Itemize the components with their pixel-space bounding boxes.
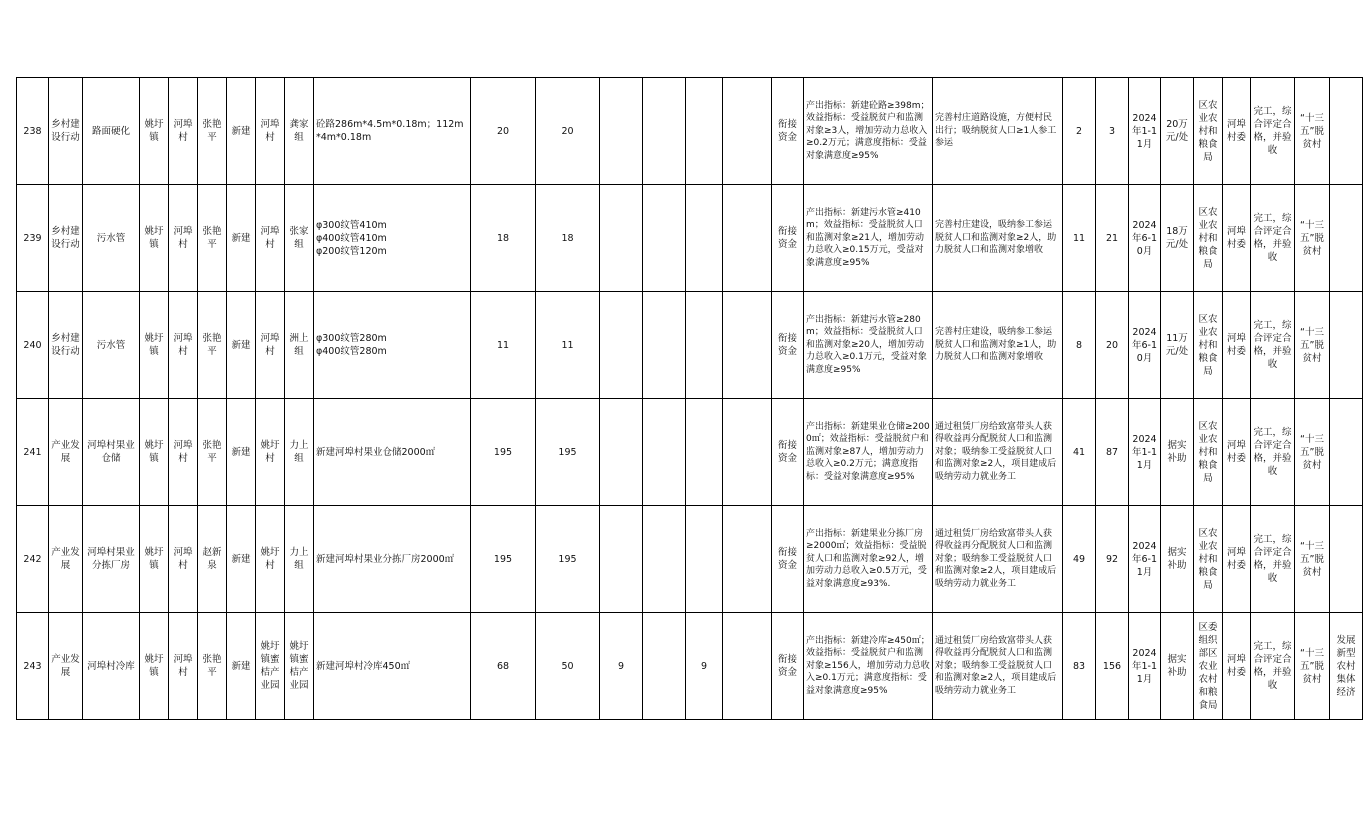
- beneficiary-people-cell: 156: [1096, 613, 1129, 720]
- village-type-cell: “十三五”脱贫村: [1295, 399, 1330, 506]
- category-cell: 乡村建设行动: [49, 185, 83, 292]
- fund-column-4-cell: [686, 506, 723, 613]
- remarks-cell: [1330, 78, 1363, 185]
- construction-content-cell: 砼路286m*4.5m*0.18m；112m*4m*0.18m: [314, 78, 471, 185]
- implementing-unit-cell: 河埠村委: [1223, 399, 1251, 506]
- fund-column-4-cell: [686, 78, 723, 185]
- fund-source-cell: 衔接资金: [772, 506, 804, 613]
- acceptance-standard-cell: 完工，综合评定合格，并验收: [1251, 399, 1295, 506]
- location-group-cell: 张家组: [285, 185, 314, 292]
- performance-indicators-cell: 产出指标：新建砼路≥398m；效益指标：受益脱贫户和监测对象≥3人，增加劳动力总收入≥0.2万元；满意度指标：受益对象满意度≥95%: [804, 78, 933, 185]
- responsible-person-cell: 张艳平: [198, 613, 227, 720]
- row-number-cell: 243: [17, 613, 49, 720]
- beneficiary-households-cell: 41: [1063, 399, 1096, 506]
- acceptance-standard-cell: 完工，综合评定合格，并验收: [1251, 185, 1295, 292]
- project-name-cell: 污水管: [83, 185, 140, 292]
- supervising-department-cell: 区农业农村和粮食局: [1194, 292, 1223, 399]
- benefit-mechanism-cell: 通过租赁厂房给致富带头人获得收益再分配脱贫人口和监测对象；吸纳参工受益脱贫人口和监测对象≥2人，项目建成后吸纳劳动力就业务工: [933, 506, 1063, 613]
- fund-column-5-cell: [723, 78, 772, 185]
- village-cell: 河埠村: [169, 506, 198, 613]
- remarks-cell: [1330, 292, 1363, 399]
- location-village-cell: 河埠村: [256, 78, 285, 185]
- category-cell: 产业发展: [49, 613, 83, 720]
- table-row: [17, 292, 1363, 399]
- village-type-cell: “十三五”脱贫村: [1295, 185, 1330, 292]
- project-table: [16, 77, 1363, 720]
- beneficiary-people-cell: 21: [1096, 185, 1129, 292]
- fund-column-5-cell: [723, 399, 772, 506]
- fund-column-1-cell: 11: [536, 292, 600, 399]
- total-investment-cell: 18: [471, 185, 536, 292]
- responsible-person-cell: 赵新泉: [198, 506, 227, 613]
- fund-column-3-cell: [643, 506, 686, 613]
- implementing-unit-cell: 河埠村委: [1223, 613, 1251, 720]
- fund-column-5-cell: [723, 185, 772, 292]
- town-cell: 姚圩镇: [140, 506, 169, 613]
- implementation-period-cell: 2024年1-11月: [1129, 613, 1161, 720]
- location-village-cell: 姚圩村: [256, 506, 285, 613]
- fund-column-5-cell: [723, 613, 772, 720]
- implementation-period-cell: 2024年6-11月: [1129, 506, 1161, 613]
- town-cell: 姚圩镇: [140, 613, 169, 720]
- location-village-cell: 姚圩村: [256, 399, 285, 506]
- construction-content-cell: 新建河埠村果业仓储2000㎡: [314, 399, 471, 506]
- implementation-period-cell: 2024年1-11月: [1129, 78, 1161, 185]
- supervising-department-cell: 区农业农村和粮食局: [1194, 78, 1223, 185]
- fund-column-3-cell: [643, 78, 686, 185]
- acceptance-standard-cell: 完工，综合评定合格，并验收: [1251, 613, 1295, 720]
- beneficiary-households-cell: 11: [1063, 185, 1096, 292]
- beneficiary-people-cell: 87: [1096, 399, 1129, 506]
- fund-column-2-cell: [600, 78, 643, 185]
- village-cell: 河埠村: [169, 613, 198, 720]
- category-cell: 乡村建设行动: [49, 78, 83, 185]
- construction-content-cell: φ300纹管280m φ400纹管280m: [314, 292, 471, 399]
- fund-column-2-cell: [600, 185, 643, 292]
- total-investment-cell: 195: [471, 506, 536, 613]
- project-name-cell: 路面硬化: [83, 78, 140, 185]
- construction-type-cell: 新建: [227, 613, 256, 720]
- location-group-cell: 洲上组: [285, 292, 314, 399]
- performance-indicators-cell: 产出指标：新建冷库≥450㎡；效益指标：受益脱贫户和监测对象≥156人，增加劳动力总收入≥0.1万元；满意度指标：受益对象满意度≥95%: [804, 613, 933, 720]
- village-cell: 河埠村: [169, 185, 198, 292]
- supervising-department-cell: 区农业农村和粮食局: [1194, 506, 1223, 613]
- table-row: [17, 613, 1363, 720]
- village-type-cell: “十三五”脱贫村: [1295, 78, 1330, 185]
- fund-column-5-cell: [723, 506, 772, 613]
- beneficiary-people-cell: 3: [1096, 78, 1129, 185]
- implementing-unit-cell: 河埠村委: [1223, 185, 1251, 292]
- category-cell: 产业发展: [49, 399, 83, 506]
- fund-column-4-cell: 9: [686, 613, 723, 720]
- row-number-cell: 239: [17, 185, 49, 292]
- fund-column-4-cell: [686, 185, 723, 292]
- subsidy-standard-cell: 据实补助: [1161, 506, 1194, 613]
- performance-indicators-cell: 产出指标：新建污水管≥280m；效益指标：受益脱贫人口和监测对象≥20人，增加劳动力总收入≥0.1万元，受益对象满意度≥95%: [804, 292, 933, 399]
- row-number-cell: 240: [17, 292, 49, 399]
- project-name-cell: 河埠村果业仓储: [83, 399, 140, 506]
- location-village-cell: 姚圩镇蜜桔产业园: [256, 613, 285, 720]
- row-number-cell: 241: [17, 399, 49, 506]
- village-cell: 河埠村: [169, 78, 198, 185]
- implementing-unit-cell: 河埠村委: [1223, 506, 1251, 613]
- acceptance-standard-cell: 完工，综合评定合格，并验收: [1251, 506, 1295, 613]
- town-cell: 姚圩镇: [140, 185, 169, 292]
- town-cell: 姚圩镇: [140, 78, 169, 185]
- benefit-mechanism-cell: 完善村庄建设，吸纳参工参运脱贫人口和监测对象≥2人，助力脱贫人口和监测对象增收: [933, 185, 1063, 292]
- construction-content-cell: 新建河埠村冷库450㎡: [314, 613, 471, 720]
- implementation-period-cell: 2024年6-10月: [1129, 185, 1161, 292]
- project-name-cell: 河埠村果业分拣厂房: [83, 506, 140, 613]
- subsidy-standard-cell: 据实补助: [1161, 613, 1194, 720]
- village-type-cell: “十三五”脱贫村: [1295, 613, 1330, 720]
- construction-type-cell: 新建: [227, 506, 256, 613]
- benefit-mechanism-cell: 通过租赁厂房给致富带头人获得收益再分配脱贫人口和监测对象；吸纳参工受益脱贫人口和监测对象≥2人，项目建成后吸纳劳动力就业务工: [933, 399, 1063, 506]
- performance-indicators-cell: 产出指标：新建污水管≥410m；效益指标：受益脱贫人口和监测对象≥21人，增加劳动力总收入≥0.15万元，受益对象满意度≥95%: [804, 185, 933, 292]
- fund-column-1-cell: 195: [536, 399, 600, 506]
- remarks-cell: 发展新型农村集体经济: [1330, 613, 1363, 720]
- construction-type-cell: 新建: [227, 185, 256, 292]
- fund-column-5-cell: [723, 292, 772, 399]
- town-cell: 姚圩镇: [140, 292, 169, 399]
- remarks-cell: [1330, 506, 1363, 613]
- fund-column-2-cell: 9: [600, 613, 643, 720]
- benefit-mechanism-cell: 完善村庄建设，吸纳参工参运脱贫人口和监测对象≥1人，助力脱贫人口和监测对象增收: [933, 292, 1063, 399]
- fund-column-3-cell: [643, 399, 686, 506]
- table-row: [17, 185, 1363, 292]
- fund-source-cell: 衔接资金: [772, 185, 804, 292]
- responsible-person-cell: 张艳平: [198, 185, 227, 292]
- location-group-cell: 力上组: [285, 399, 314, 506]
- fund-column-2-cell: [600, 506, 643, 613]
- implementing-unit-cell: 河埠村委: [1223, 78, 1251, 185]
- project-name-cell: 河埠村冷库: [83, 613, 140, 720]
- beneficiary-households-cell: 8: [1063, 292, 1096, 399]
- construction-type-cell: 新建: [227, 78, 256, 185]
- fund-column-2-cell: [600, 292, 643, 399]
- location-group-cell: 力上组: [285, 506, 314, 613]
- responsible-person-cell: 张艳平: [198, 78, 227, 185]
- beneficiary-households-cell: 49: [1063, 506, 1096, 613]
- performance-indicators-cell: 产出指标：新建果业仓储≥2000㎡；效益指标：受益脱贫户和监测对象≥87人，增加劳动力总收入≥0.2万元；满意度指标：受益对象满意度≥95%: [804, 399, 933, 506]
- total-investment-cell: 11: [471, 292, 536, 399]
- fund-source-cell: 衔接资金: [772, 78, 804, 185]
- location-group-cell: 龚家组: [285, 78, 314, 185]
- responsible-person-cell: 张艳平: [198, 399, 227, 506]
- responsible-person-cell: 张艳平: [198, 292, 227, 399]
- subsidy-standard-cell: 11万元/处: [1161, 292, 1194, 399]
- fund-column-2-cell: [600, 399, 643, 506]
- total-investment-cell: 68: [471, 613, 536, 720]
- fund-source-cell: 衔接资金: [772, 292, 804, 399]
- subsidy-standard-cell: 18万元/处: [1161, 185, 1194, 292]
- village-cell: 河埠村: [169, 292, 198, 399]
- row-number-cell: 242: [17, 506, 49, 613]
- construction-content-cell: 新建河埠村果业分拣厂房2000㎡: [314, 506, 471, 613]
- implementation-period-cell: 2024年6-10月: [1129, 292, 1161, 399]
- total-investment-cell: 20: [471, 78, 536, 185]
- location-village-cell: 河埠村: [256, 185, 285, 292]
- fund-column-4-cell: [686, 399, 723, 506]
- fund-column-3-cell: [643, 292, 686, 399]
- location-village-cell: 河埠村: [256, 292, 285, 399]
- table-row: [17, 506, 1363, 613]
- category-cell: 产业发展: [49, 506, 83, 613]
- location-group-cell: 姚圩镇蜜桔产业园: [285, 613, 314, 720]
- table-row: [17, 399, 1363, 506]
- fund-column-1-cell: 195: [536, 506, 600, 613]
- benefit-mechanism-cell: 完善村庄道路设施，方便村民出行；吸纳脱贫人口≥1人参工参运: [933, 78, 1063, 185]
- village-cell: 河埠村: [169, 399, 198, 506]
- construction-type-cell: 新建: [227, 399, 256, 506]
- fund-source-cell: 衔接资金: [772, 613, 804, 720]
- fund-column-4-cell: [686, 292, 723, 399]
- category-cell: 乡村建设行动: [49, 292, 83, 399]
- beneficiary-households-cell: 2: [1063, 78, 1096, 185]
- performance-indicators-cell: 产出指标：新建果业分拣厂房≥2000㎡；效益指标：受益脱贫人口和监测对象≥92人，增加劳动力总收入≥0.5万元，受益对象满意度≥93%.: [804, 506, 933, 613]
- total-investment-cell: 195: [471, 399, 536, 506]
- supervising-department-cell: 区委组织部区农业农村和粮食局: [1194, 613, 1223, 720]
- supervising-department-cell: 区农业农村和粮食局: [1194, 185, 1223, 292]
- beneficiary-people-cell: 92: [1096, 506, 1129, 613]
- village-type-cell: “十三五”脱贫村: [1295, 506, 1330, 613]
- acceptance-standard-cell: 完工，综合评定合格，并验收: [1251, 292, 1295, 399]
- fund-column-3-cell: [643, 613, 686, 720]
- fund-column-3-cell: [643, 185, 686, 292]
- implementing-unit-cell: 河埠村委: [1223, 292, 1251, 399]
- supervising-department-cell: 区农业农村和粮食局: [1194, 399, 1223, 506]
- acceptance-standard-cell: 完工，综合评定合格，并验收: [1251, 78, 1295, 185]
- construction-type-cell: 新建: [227, 292, 256, 399]
- beneficiary-people-cell: 20: [1096, 292, 1129, 399]
- subsidy-standard-cell: 据实补助: [1161, 399, 1194, 506]
- fund-column-1-cell: 50: [536, 613, 600, 720]
- row-number-cell: 238: [17, 78, 49, 185]
- fund-column-1-cell: 20: [536, 78, 600, 185]
- construction-content-cell: φ300纹管410m φ400纹管410m φ200纹管120m: [314, 185, 471, 292]
- beneficiary-households-cell: 83: [1063, 613, 1096, 720]
- remarks-cell: [1330, 399, 1363, 506]
- table-row: [17, 78, 1363, 185]
- project-name-cell: 污水管: [83, 292, 140, 399]
- remarks-cell: [1330, 185, 1363, 292]
- fund-source-cell: 衔接资金: [772, 399, 804, 506]
- village-type-cell: “十三五”脱贫村: [1295, 292, 1330, 399]
- fund-column-1-cell: 18: [536, 185, 600, 292]
- benefit-mechanism-cell: 通过租赁厂房给致富带头人获得收益再分配脱贫人口和监测对象；吸纳参工受益脱贫人口和监测对象≥2人，项目建成后吸纳劳动力就业务工: [933, 613, 1063, 720]
- town-cell: 姚圩镇: [140, 399, 169, 506]
- subsidy-standard-cell: 20万元/处: [1161, 78, 1194, 185]
- implementation-period-cell: 2024年1-11月: [1129, 399, 1161, 506]
